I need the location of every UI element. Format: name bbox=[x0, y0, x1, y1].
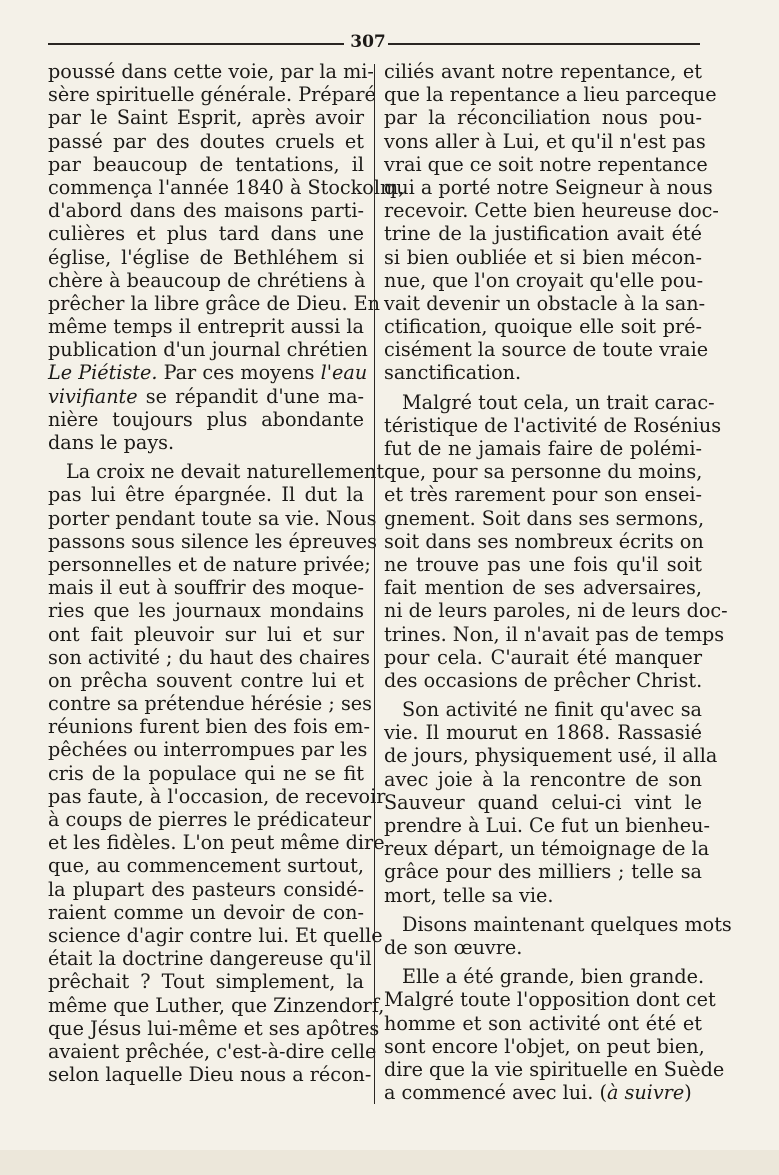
text-line: Malgré toute l'opposition dont cet bbox=[384, 988, 716, 1012]
text-line: et très rarement pour son ensei- bbox=[384, 483, 702, 507]
text-line: fait mention de ses adversaires, bbox=[384, 576, 702, 600]
text-line: trine de la justification avait été bbox=[384, 222, 702, 246]
text-line: trines. Non, il n'avait pas de temps bbox=[384, 622, 725, 646]
text-line: mort, telle sa vie. bbox=[384, 883, 554, 907]
text-line: La croix ne devait naturellement bbox=[66, 460, 385, 484]
text-line: même temps il entreprit aussi la bbox=[48, 315, 364, 339]
text-line: Disons maintenant quelques mots bbox=[402, 912, 732, 936]
text-line: selon laquelle Dieu nous a récon- bbox=[48, 1063, 372, 1087]
text-line: passons sous silence les épreuves bbox=[48, 529, 378, 553]
page-number: 307 bbox=[350, 32, 386, 52]
text-line: soit dans ses nombreux écrits on bbox=[384, 529, 704, 553]
text-line: qui a porté notre Seigneur à nous bbox=[384, 175, 713, 199]
text-line: grâce pour des milliers ; telle sa bbox=[384, 860, 702, 884]
header-rule-left bbox=[48, 43, 344, 45]
text-line: était la doctrine dangereuse qu'il bbox=[48, 947, 372, 971]
text-line: vie. Il mourut en 1868. Rassasié bbox=[384, 721, 702, 745]
text-line: on prêcha souvent contre lui et bbox=[48, 668, 364, 692]
text-line: Son activité ne finit qu'avec sa bbox=[402, 698, 702, 722]
text-line: sère spirituelle générale. Préparé bbox=[48, 83, 376, 107]
text-line: sanctification. bbox=[384, 361, 522, 385]
text-line: même que Luther, que Zinzendorf, bbox=[48, 993, 385, 1017]
text-line: commença l'année 1840 à Stockolm, bbox=[48, 175, 405, 199]
text-line: passé par des doutes cruels et bbox=[48, 129, 364, 153]
text-line: poussé dans cette voie, par la mi- bbox=[48, 60, 374, 83]
text-line: prêchait ? Tout simplement, la bbox=[48, 970, 364, 994]
text-line: pas lui être épargnée. Il dut la bbox=[48, 483, 364, 507]
text-line: que la repentance a lieu parceque bbox=[384, 83, 717, 107]
text-line: prêcher la libre grâce de Dieu. En bbox=[48, 291, 381, 315]
text-line: des occasions de prêcher Christ. bbox=[384, 668, 703, 692]
text-line: Sauveur quand celui-ci vint le bbox=[384, 790, 702, 814]
text-line: vivifiante se répandit d'une ma- bbox=[48, 384, 364, 408]
text-line: vrai que ce soit notre repentance bbox=[384, 152, 708, 176]
text-line: reux départ, un témoignage de la bbox=[384, 837, 710, 861]
right-column bbox=[384, 60, 732, 1105]
text-line: ont fait pleuvoir sur lui et sur bbox=[48, 622, 364, 646]
page-bottom-edge bbox=[0, 1150, 779, 1175]
text-line: par beaucoup de tentations, il bbox=[48, 152, 364, 176]
text-line: Elle a été grande, bien grande. bbox=[402, 965, 705, 989]
text-line: pas faute, à l'occasion, de recevoir bbox=[48, 784, 386, 808]
text-line: recevoir. Cette bien heureuse doc- bbox=[384, 199, 719, 223]
text-line: a commencé avec lui. (à suivre) bbox=[384, 1081, 692, 1105]
text-line: personnelles et de nature privée; bbox=[48, 552, 371, 576]
text-line: ries que les journaux mondains bbox=[48, 599, 364, 623]
text-line: avaient prêchée, c'est-à-dire celle bbox=[48, 1039, 377, 1063]
text-line: vons aller à Lui, et qu'il n'est pas bbox=[384, 129, 706, 153]
text-line: contre sa prétendue hérésie ; ses bbox=[48, 692, 372, 716]
text-line: ctification, quoique elle soit pré- bbox=[384, 315, 702, 339]
text-line: d'abord dans des maisons parti- bbox=[48, 199, 364, 223]
text-line: publication d'un journal chrétien bbox=[48, 338, 368, 362]
text-line: prendre à Lui. Ce fut un bienheu- bbox=[384, 814, 710, 837]
text-line: homme et son activité ont été et bbox=[384, 1011, 702, 1035]
text-line: pêchées ou interrompues par les bbox=[48, 738, 368, 762]
text-line: par le Saint Esprit, après avoir bbox=[48, 106, 364, 130]
left-column bbox=[48, 60, 405, 1087]
text-line: pour cela. C'aurait été manquer bbox=[384, 645, 702, 669]
text-line: nue, que l'on croyait qu'elle pou- bbox=[384, 268, 704, 292]
text-line: ciliés avant notre repentance, et bbox=[384, 60, 702, 83]
text-line: cris de la populace qui ne se fit bbox=[48, 761, 364, 785]
text-line: nière toujours plus abondante bbox=[48, 407, 364, 431]
text-line: science d'agir contre lui. Et quelle bbox=[48, 923, 383, 947]
text-line: avec joie à la rencontre de son bbox=[384, 767, 702, 791]
text-line: réunions furent bien des fois em- bbox=[48, 715, 370, 739]
text-line: mais il eut à souffrir des moque- bbox=[48, 576, 364, 600]
text-line: gnement. Soit dans ses sermons, bbox=[384, 506, 705, 530]
text-line: de jours, physiquement usé, il alla bbox=[384, 744, 718, 768]
text-line: que, pour sa personne du moins, bbox=[384, 460, 703, 484]
column-divider bbox=[374, 64, 375, 1104]
text-line: et les fidèles. L'on peut même dire bbox=[48, 831, 385, 855]
text-line: porter pendant toute sa vie. Nous bbox=[48, 506, 377, 530]
text-line: dans le pays. bbox=[48, 431, 175, 454]
text-line: fut de ne jamais faire de polémi- bbox=[384, 437, 702, 460]
text-line: sont encore l'objet, on peut bien, bbox=[384, 1034, 705, 1058]
text-line: téristique de l'activité de Rosénius bbox=[384, 413, 722, 437]
text-line: son activité ; du haut des chaires bbox=[48, 645, 370, 669]
text-line: ne trouve pas une fois qu'il soit bbox=[384, 552, 702, 576]
text-line: que Jésus lui-même et ses apôtres bbox=[48, 1016, 380, 1040]
header-rule-right bbox=[388, 43, 700, 45]
page-header bbox=[48, 30, 700, 56]
text-line: ni de leurs paroles, ni de leurs doc- bbox=[384, 599, 728, 623]
text-line: vait devenir un obstacle à la san- bbox=[384, 291, 706, 315]
text-line: la plupart des pasteurs considé- bbox=[48, 877, 364, 901]
text-line: dire que la vie spirituelle en Suède bbox=[384, 1057, 725, 1081]
text-line: Le Piétiste. Par ces moyens l'eau bbox=[48, 361, 368, 385]
text-line: cisément la source de toute vraie bbox=[384, 338, 709, 362]
text-line: Malgré tout cela, un trait carac- bbox=[402, 390, 715, 414]
text-line: à coups de pierres le prédicateur bbox=[48, 808, 372, 831]
text-line: culières et plus tard dans une bbox=[48, 222, 364, 246]
text-line: si bien oubliée et si bien mécon- bbox=[384, 245, 702, 269]
text-line: église, l'église de Bethléhem si bbox=[48, 245, 364, 269]
text-line: raient comme un devoir de con- bbox=[48, 900, 364, 924]
text-line: chère à beaucoup de chrétiens à bbox=[48, 268, 366, 292]
text-line: de son œuvre. bbox=[384, 935, 523, 959]
text-line: que, au commencement surtout, bbox=[48, 854, 364, 878]
text-line: par la réconciliation nous pou- bbox=[384, 106, 702, 130]
